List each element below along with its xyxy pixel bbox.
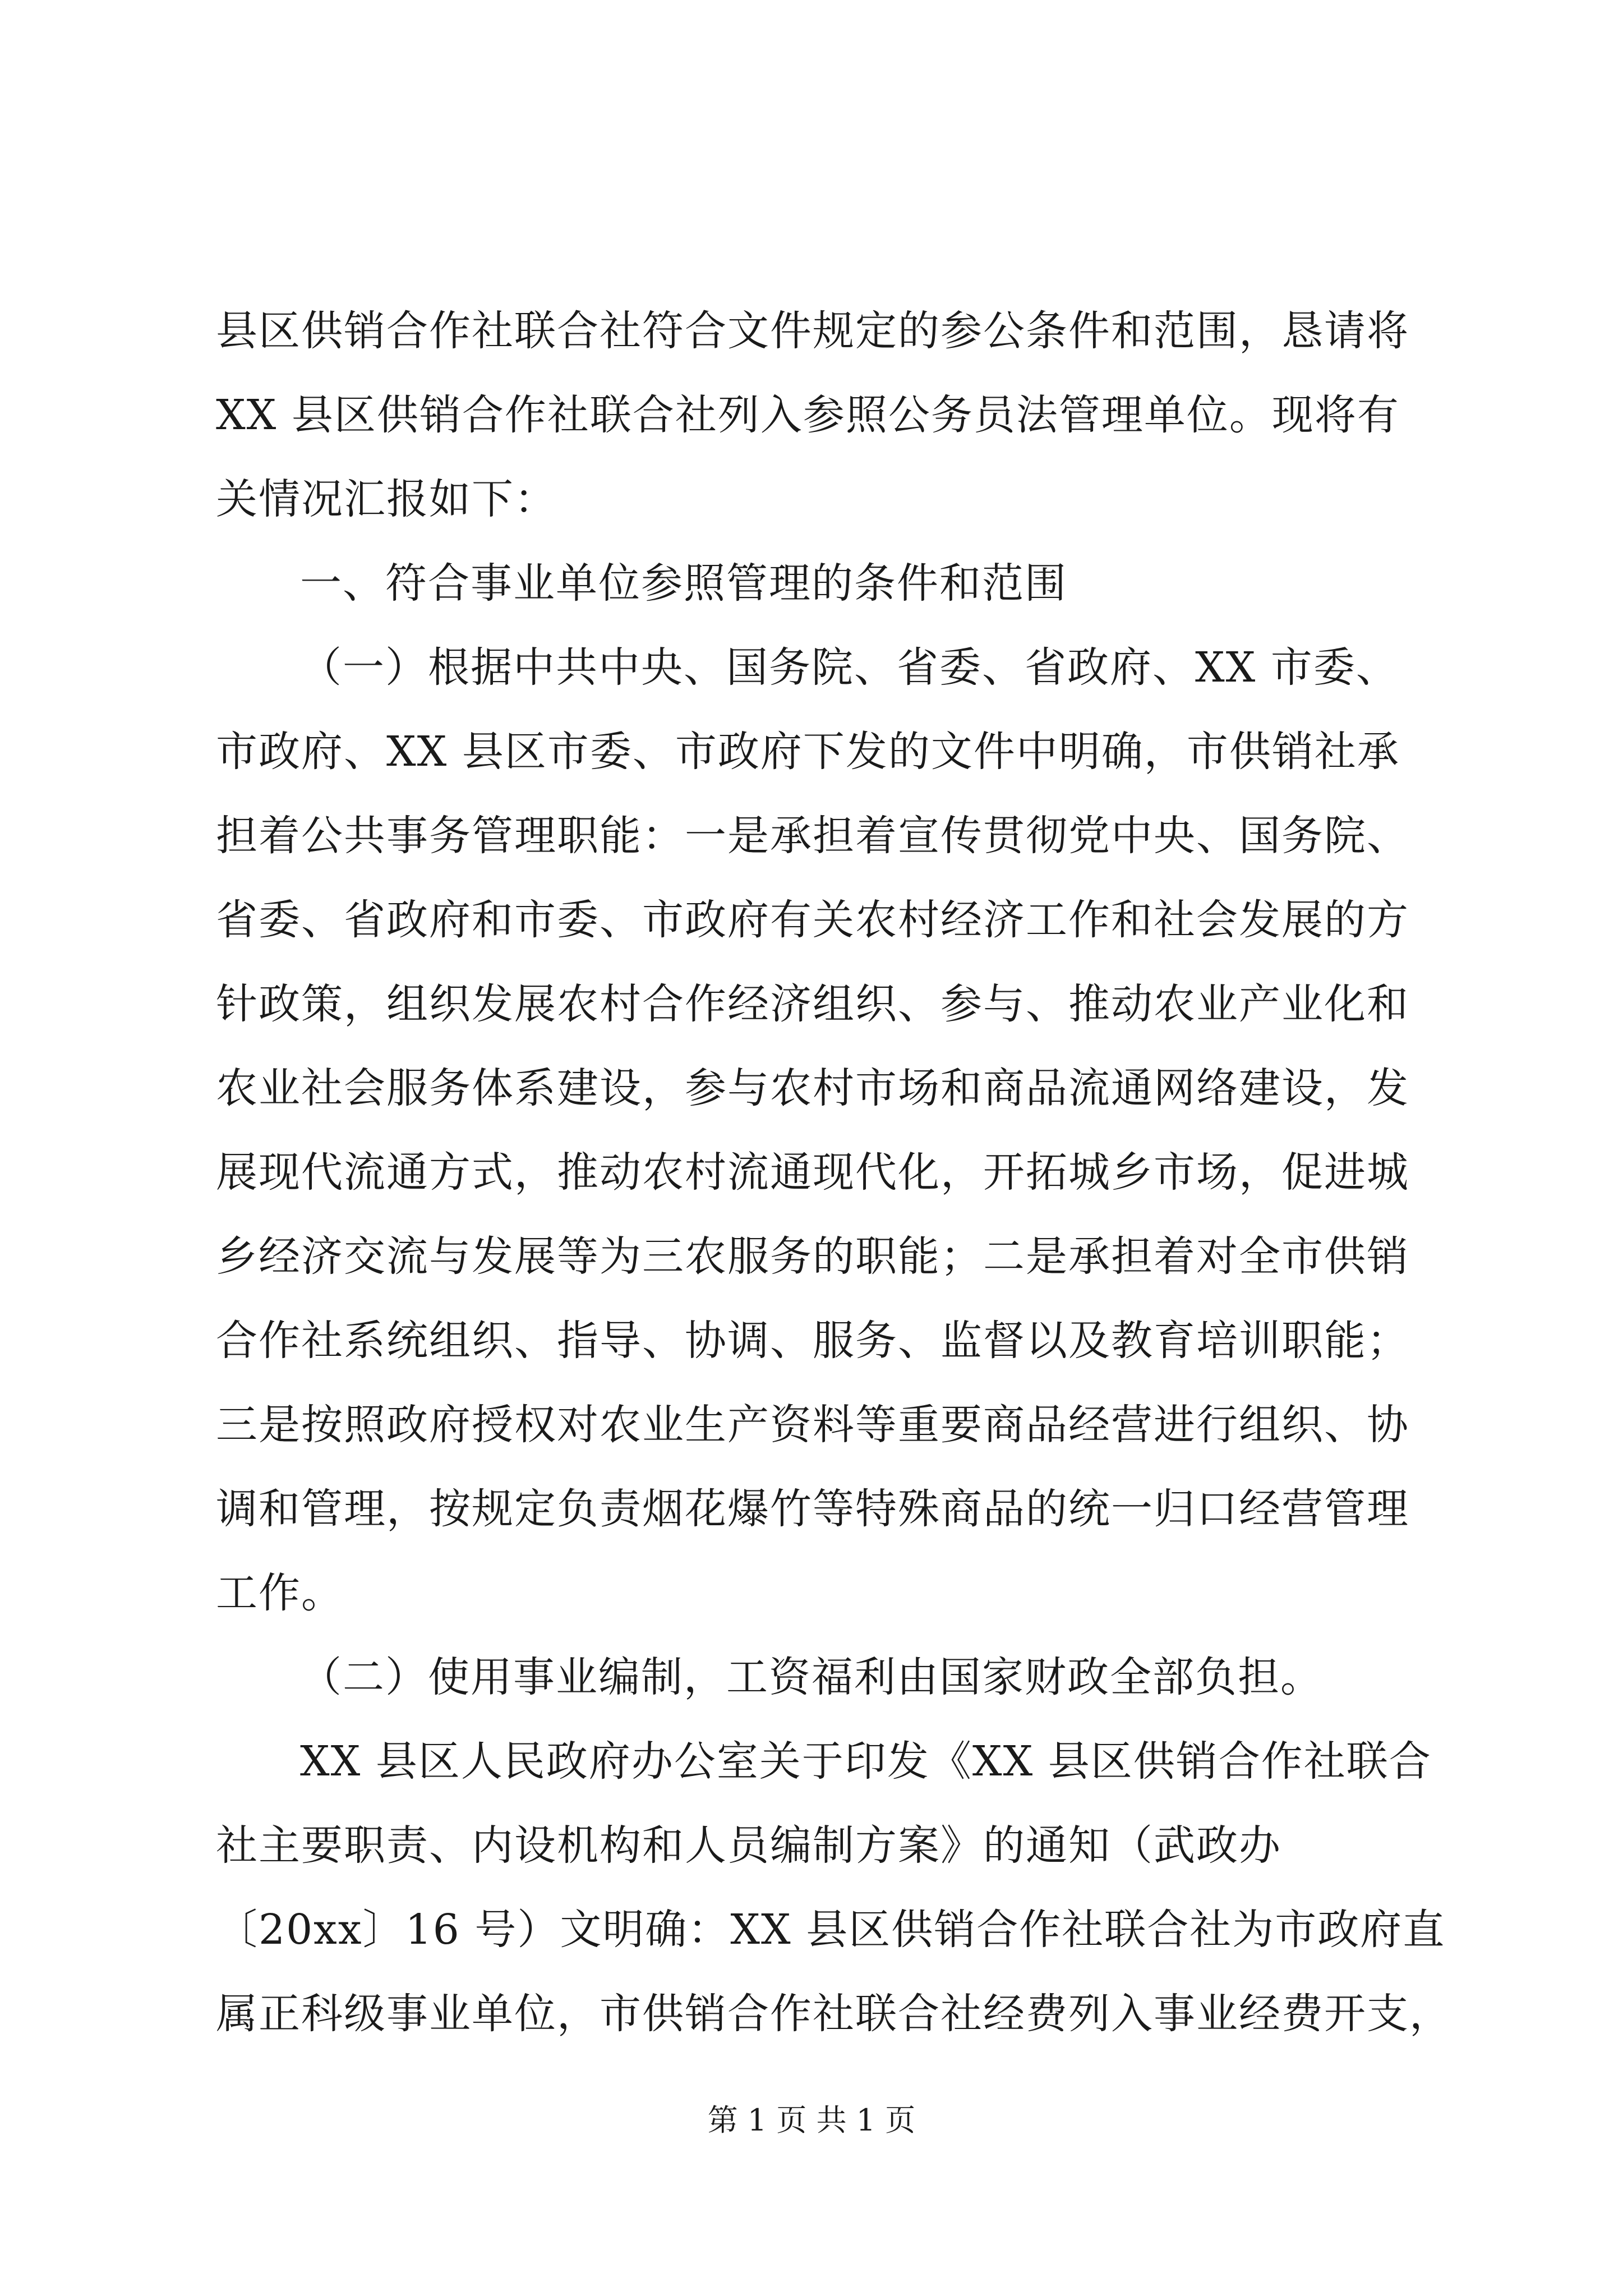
text-line: （二）使用事业编制，工资福利由国家财政全部负担。: [300, 1653, 1323, 1701]
text-line: 属正科级事业单位，市供销合作社联合社经费列入事业经费开支，: [216, 1990, 1452, 2038]
text-line: 担着公共事务管理职能：一是承担着宣传贯彻党中央、国务院、: [216, 812, 1409, 860]
text-line: 调和管理，按规定负责烟花爆竹等特殊商品的统一归口经营管理: [216, 1485, 1409, 1533]
text-line: 市政府、XX 县区市委、市政府下发的文件中明确，市供销社承: [216, 728, 1400, 776]
text-line: 展现代流通方式，推动农村流通现代化，开拓城乡市场，促进城: [216, 1148, 1409, 1197]
text-line: 针政策，组织发展农村合作经济组织、参与、推动农业产业化和: [216, 980, 1409, 1028]
text-line: XX 县区供销合作社联合社列入参照公务员法管理单位。现将有: [216, 391, 1400, 439]
text-line: 关情况汇报如下：: [216, 475, 557, 523]
text-line: 社主要职责、内设机构和人员编制方案》的通知（武政办: [216, 1821, 1281, 1870]
page-footer: 第 1 页 共 1 页: [707, 2102, 916, 2138]
section-heading: 一、符合事业单位参照管理的条件和范围: [300, 559, 1067, 608]
text-line: 工作。: [216, 1569, 344, 1617]
text-line: 县区供销合作社联合社符合文件规定的参公条件和范围，恳请将: [216, 307, 1409, 355]
text-line: 三是按照政府授权对农业生产资料等重要商品经营进行组织、协: [216, 1401, 1409, 1449]
text-line: 农业社会服务体系建设，参与农村市场和商品流通网络建设，发: [216, 1064, 1409, 1112]
text-line: 省委、省政府和市委、市政府有关农村经济工作和社会发展的方: [216, 896, 1409, 944]
text-line: 〔20xx〕16 号）文明确：XX 县区供销合作社联合社为市政府直: [216, 1906, 1446, 1954]
text-line: 合作社系统组织、指导、协调、服务、监督以及教育培训职能；: [216, 1317, 1409, 1365]
text-line: 乡经济交流与发展等为三农服务的职能；二是承担着对全市供销: [216, 1232, 1409, 1281]
text-line: XX 县区人民政府办公室关于印发《XX 县区供销合作社联合: [300, 1737, 1432, 1786]
text-line: （一）根据中共中央、国务院、省委、省政府、XX 市委、: [300, 643, 1399, 692]
